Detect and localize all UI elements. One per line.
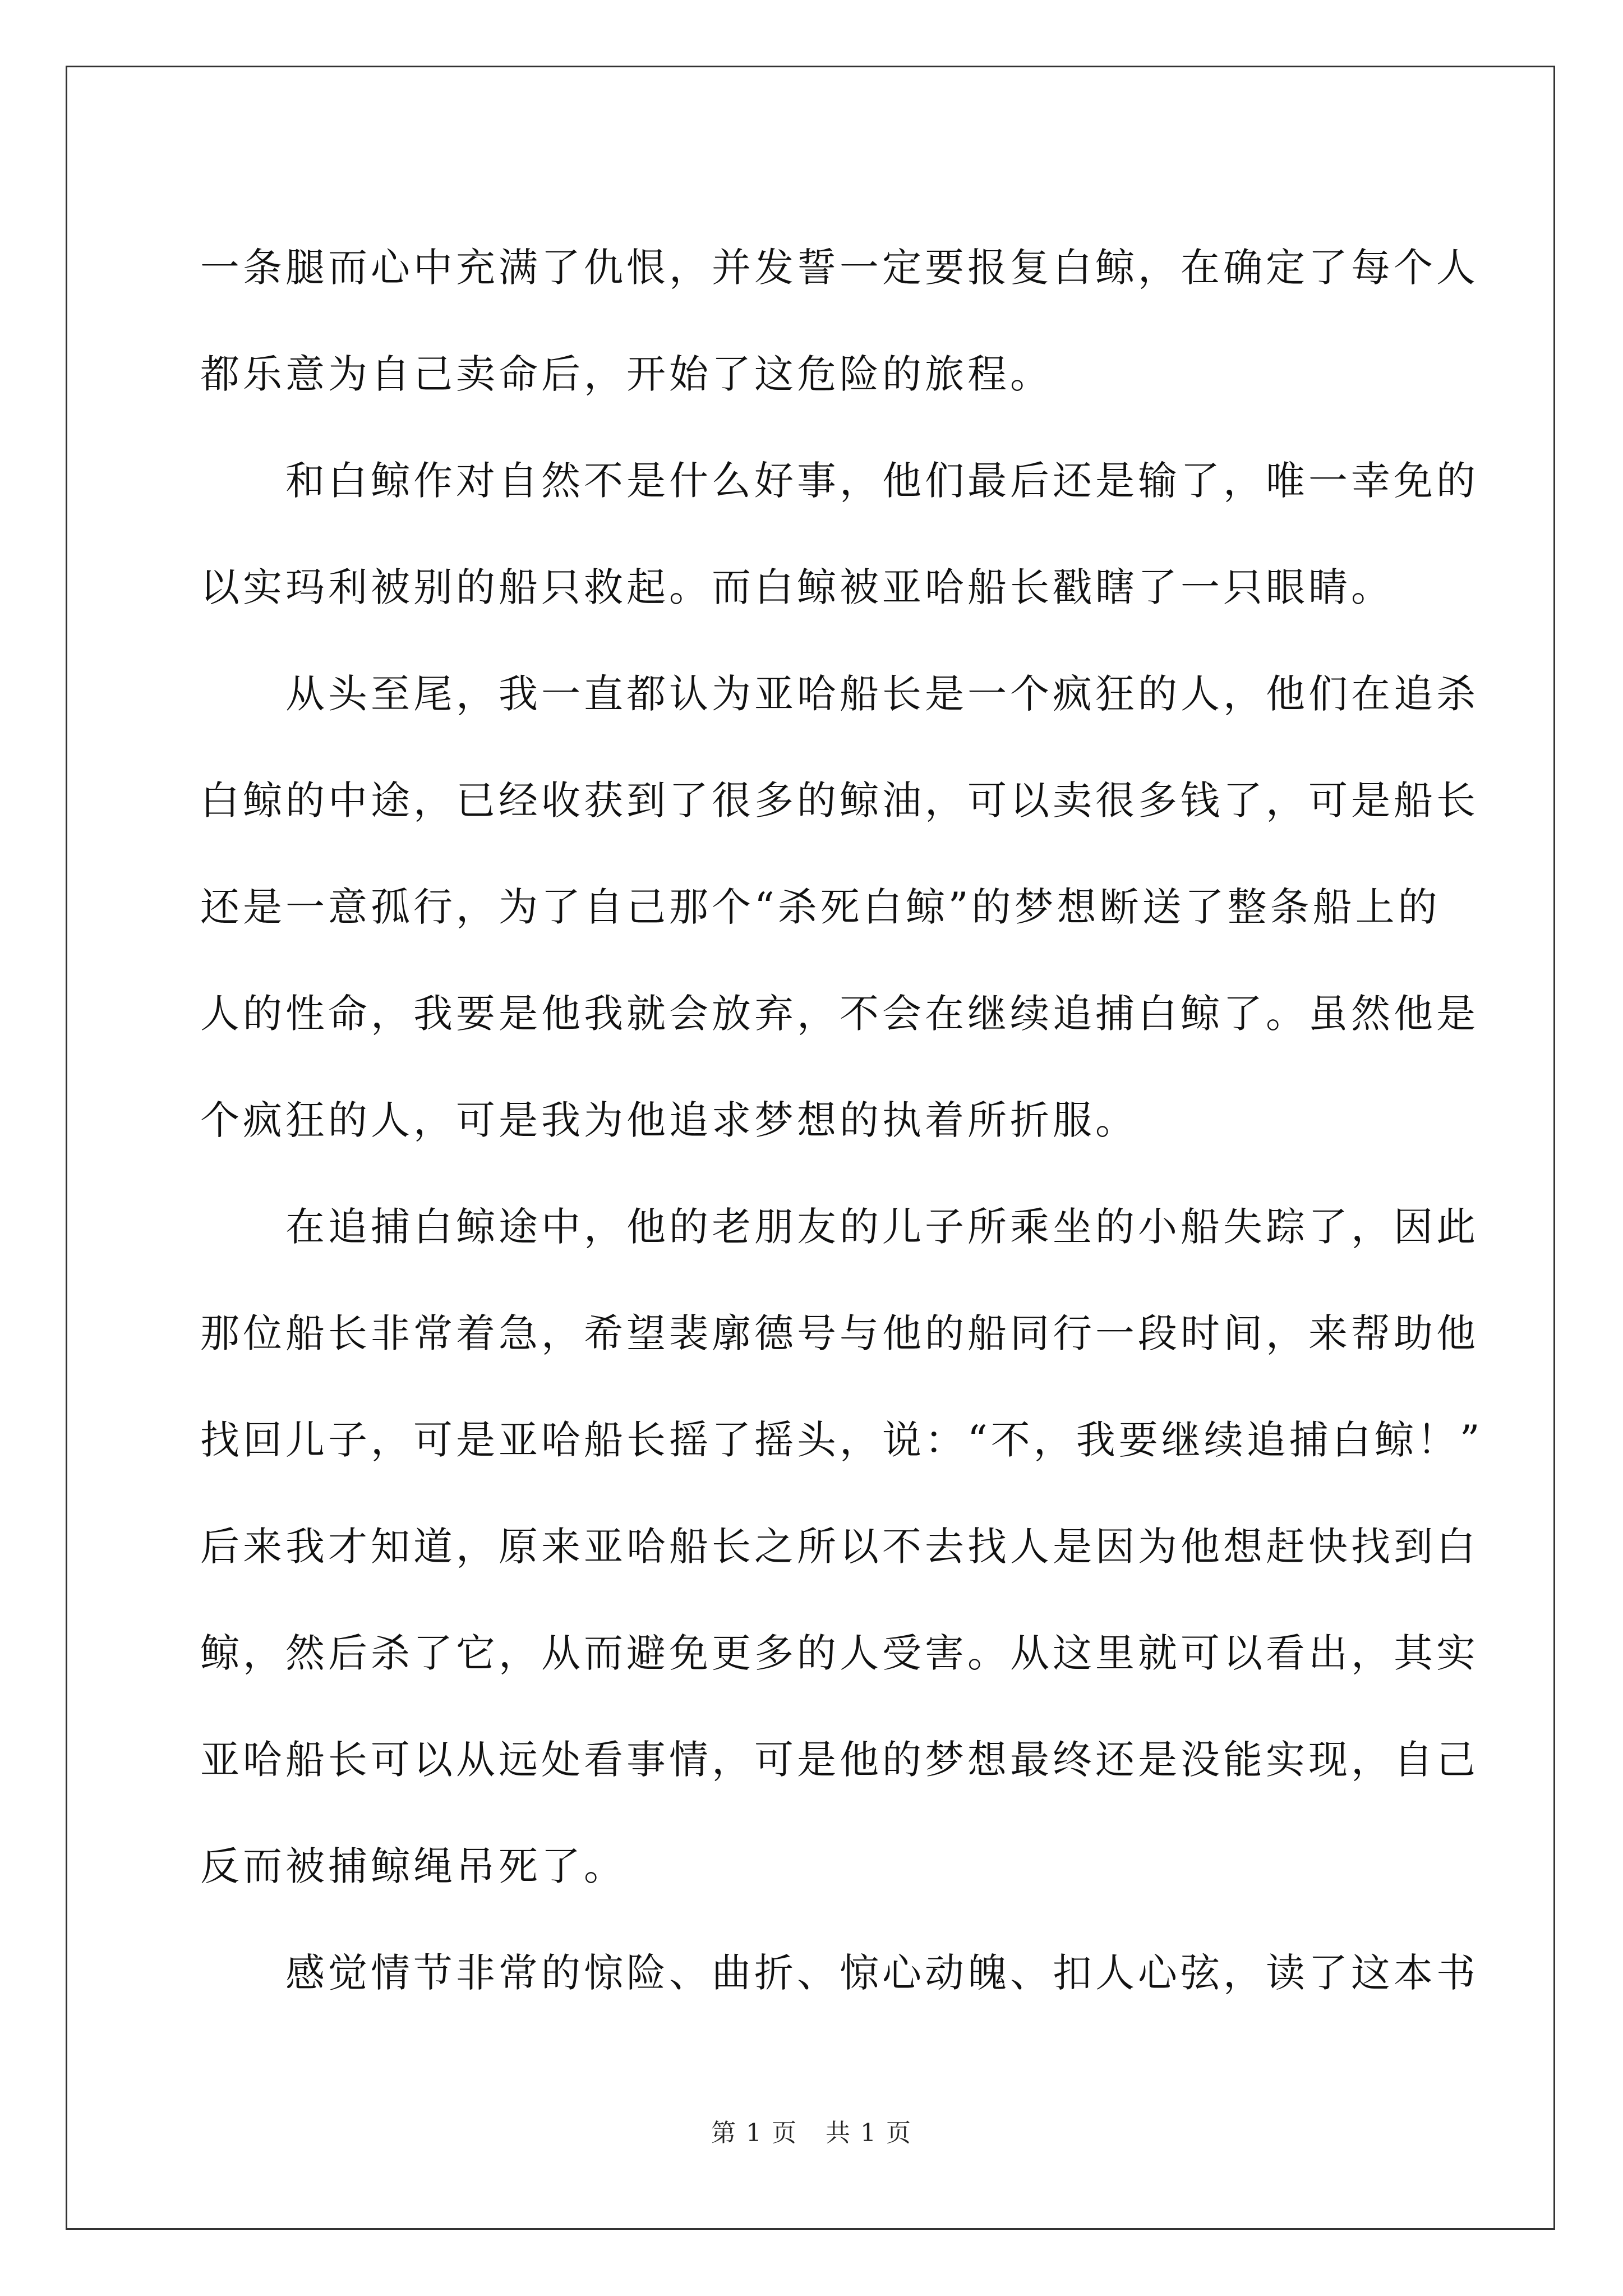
text-line-14: 鲸，然后杀了它，从而避免更多的人受害。从这里就可以看出，其实 — [200, 1630, 1479, 1676]
text-line-6: 白鲸的中途，已经收获到了很多的鲸油，可以卖很多钱了，可是船长 — [200, 777, 1479, 823]
page-footer — [0, 2116, 1623, 2150]
text-line-1: 一条腿而心中充满了仇恨，并发誓一定要报复白鲸，在确定了每个人 — [200, 245, 1479, 291]
text-line-17: 感觉情节非常的惊险、曲折、惊心动魄、扣人心弦，读了这本书 — [200, 1950, 1479, 1996]
text-line-10: 在追捕白鲸途中，他的老朋友的儿子所乘坐的小船失踪了，因此 — [200, 1204, 1479, 1250]
page-total: 共 1 页 — [826, 2119, 912, 2147]
text-line-11: 那位船长非常着急，希望裴廓德号与他的船同行一段时间，来帮助他 — [200, 1310, 1479, 1356]
text-line-15: 亚哈船长可以从远处看事情，可是他的梦想最终还是没能实现，自己 — [200, 1737, 1479, 1783]
text-line-7: 还是一意孤行，为了自己那个“杀死白鲸”的梦想断送了整条船上的 — [200, 884, 1441, 930]
text-line-16: 反而被捕鲸绳吊死了。 — [200, 1843, 626, 1889]
text-line-12: 找回儿子，可是亚哈船长摇了摇头，说：“不，我要继续追捕白鲸！” — [200, 1417, 1483, 1463]
page-number: 第 1 页 — [711, 2119, 797, 2147]
text-line-8: 人的性命，我要是他我就会放弃，不会在继续追捕白鲸了。虽然他是 — [200, 991, 1479, 1037]
text-line-9: 个疯狂的人，可是我为他追求梦想的执着所折服。 — [200, 1097, 1138, 1143]
text-line-3: 和白鲸作对自然不是什么好事，他们最后还是输了，唯一幸免的 — [200, 458, 1479, 504]
text-line-4: 以实玛利被别的船只救起。而白鲸被亚哈船长戳瞎了一只眼睛。 — [200, 564, 1394, 610]
text-line-13: 后来我才知道，原来亚哈船长之所以不去找人是因为他想赶快找到白 — [200, 1524, 1479, 1570]
body-text — [200, 214, 1483, 2026]
text-line-2: 都乐意为自己卖命后，开始了这危险的旅程。 — [200, 351, 1053, 397]
text-line-5: 从头至尾，我一直都认为亚哈船长是一个疯狂的人，他们在追杀 — [200, 671, 1479, 717]
